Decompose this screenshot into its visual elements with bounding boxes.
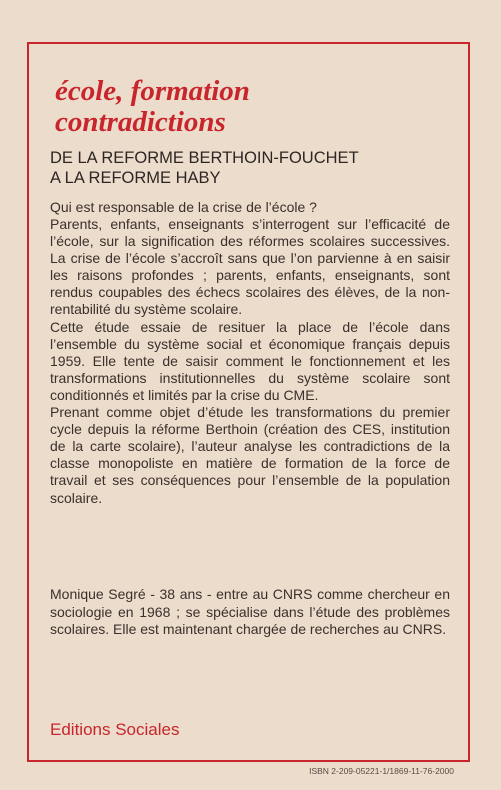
subtitle-line-2: A LA REFORME HABY — [50, 169, 221, 187]
subtitle-line-1: DE LA REFORME BERTHOIN-FOUCHET — [50, 149, 359, 167]
book-title — [55, 76, 250, 138]
isbn-number: ISBN 2-209-05221-1/1869-11-76-2000 — [309, 766, 454, 776]
intro-question: Qui est responsable de la crise de l’école ? — [50, 199, 317, 215]
blurb-body — [50, 216, 450, 507]
blurb-paragraph-3: Prenant comme objet d’étude les transformations du premier cycle depuis la réforme Berthoin (création des CES, institution de la carte scolaire), l’auteur analyse les contradictions de la classe monopoliste en matière de formation de la force de travail et ses conséquences pour l’ensemble de la population scolaire. — [50, 404, 450, 506]
book-subtitle — [50, 148, 359, 188]
title-line-1: école, formation — [55, 75, 250, 107]
title-line-2: contradictions — [55, 106, 226, 138]
blurb-paragraph-1: Parents, enfants, enseignants s’interrogent sur l’efficacité de l’école, sur la signification des réformes scolaires successives. La crise de l’école s’accroît sans que l’on parvienne à en saisir les raisons profondes ; parents, enfants, enseignants, sont rendus coupables des échecs scolaires des élèves, de la non-rentabilité du système scolaire. — [50, 216, 450, 318]
blurb-paragraph-2: Cette étude essaie de resituer la place de l’école dans l’ensemble du système social et économique français depuis 1959. Elle tente de saisir comment le fonctionnement et les transformations institutionnelles du système scolaire sont conditionnés et limités par la crise du CME. — [50, 318, 450, 403]
publisher-name: Editions Sociales — [50, 720, 180, 739]
author-bio: Monique Segré - 38 ans - entre au CNRS comme chercheur en sociologie en 1968 ; se spécialise dans l’étude des problèmes scolaires. Elle est maintenant chargée de recherches au CNRS. — [50, 586, 450, 637]
